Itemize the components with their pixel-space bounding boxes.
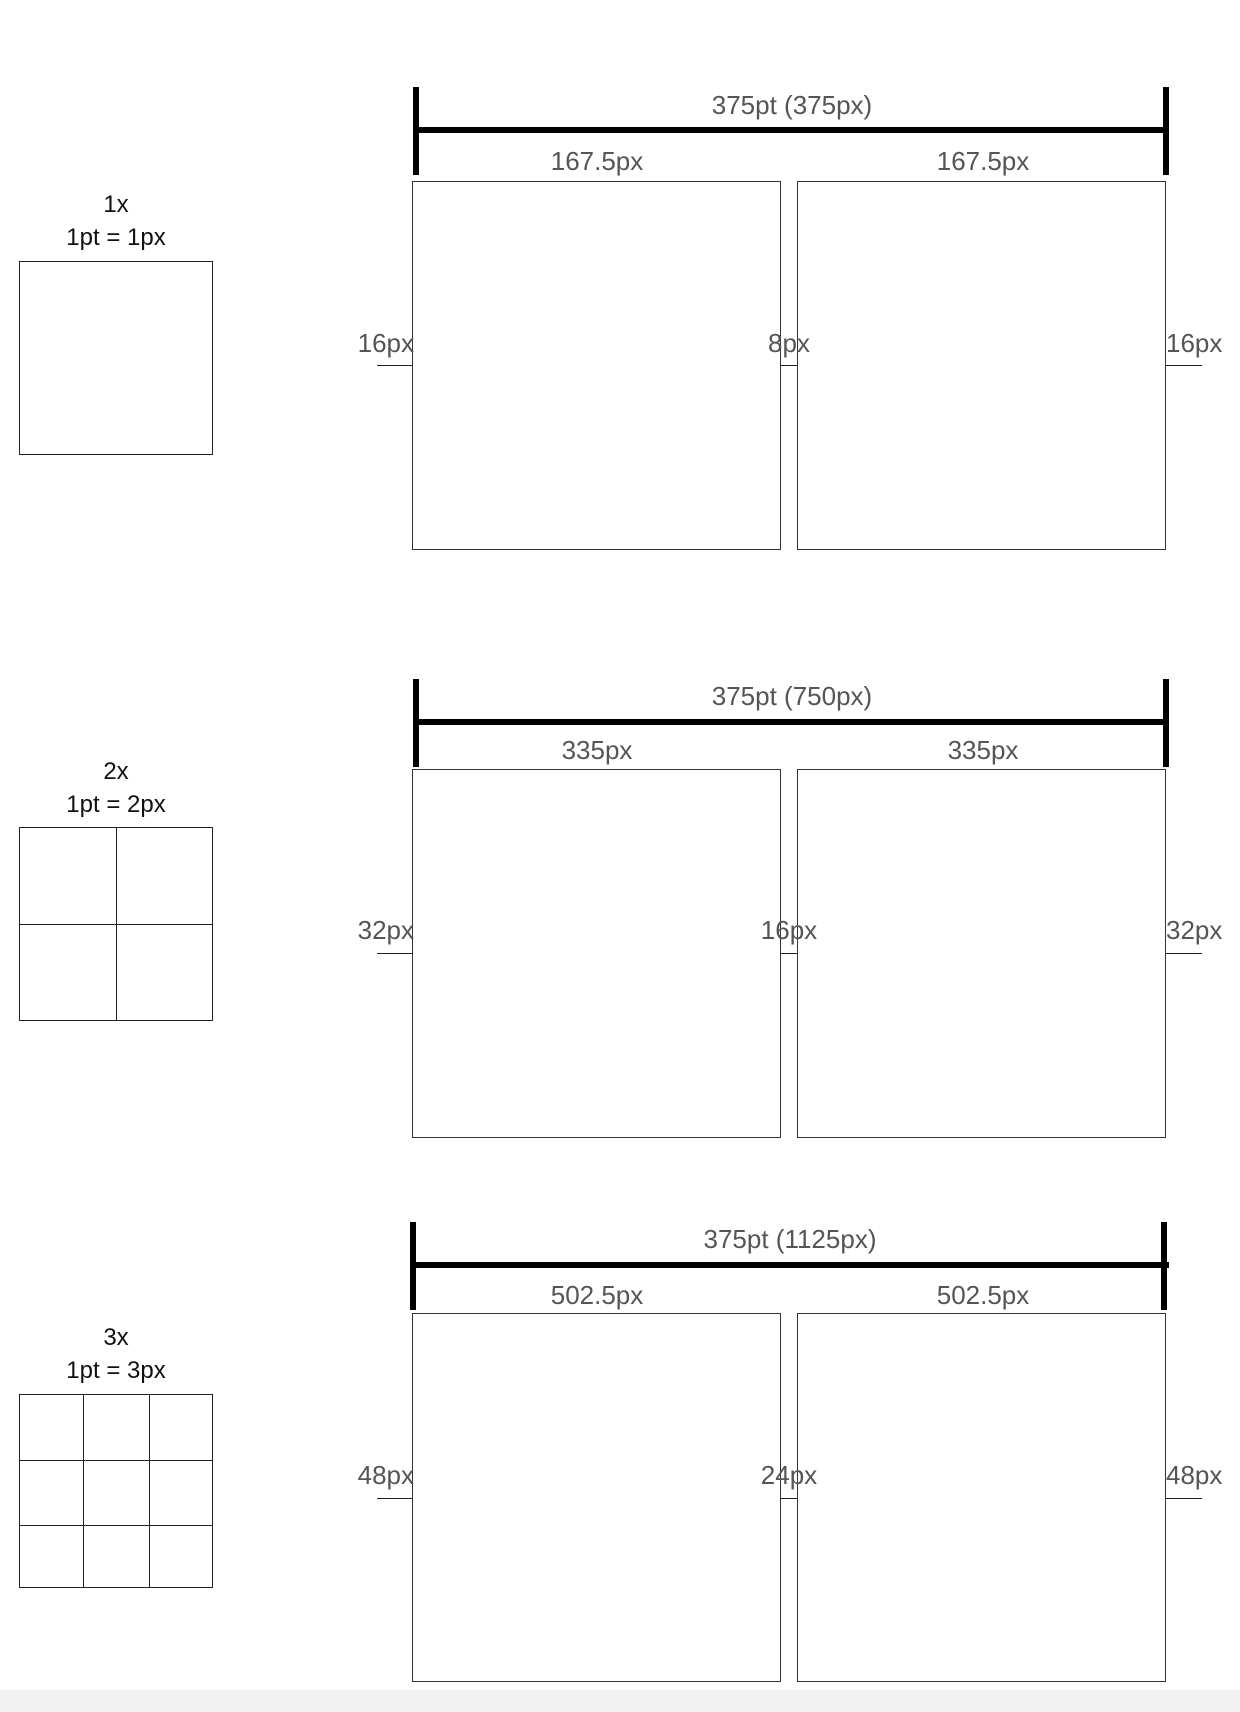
margin-left-tick	[377, 1498, 413, 1499]
panel-right	[797, 1313, 1166, 1682]
margin-left-label: 16px	[357, 328, 414, 358]
pixel-grid	[19, 261, 213, 455]
scale-name: 3x	[103, 1324, 129, 1351]
pixel-grid	[19, 827, 213, 1021]
margin-left-tick	[377, 953, 413, 954]
panel-left	[412, 769, 781, 1138]
panel-right-width-label: 167.5px	[936, 146, 1030, 176]
width-bar	[413, 127, 1169, 133]
scale-ratio: 1pt = 3px	[66, 1357, 166, 1384]
margin-left-label: 48px	[357, 1460, 414, 1490]
bottom-strip	[0, 1690, 1240, 1712]
margin-right-label: 48px	[1166, 1460, 1223, 1490]
panel-left	[412, 181, 781, 550]
gap-label: 16px	[760, 915, 818, 945]
grid-line	[20, 1460, 212, 1461]
panel-right-width-label: 335px	[947, 735, 1019, 765]
panel-left-width-label: 167.5px	[550, 146, 644, 176]
gap-label: 8px	[768, 328, 810, 358]
margin-right-tick	[1166, 365, 1202, 366]
pixel-grid	[19, 1394, 213, 1588]
width-bar-right-cap	[1163, 679, 1169, 767]
grid-line	[149, 1395, 150, 1587]
margin-left-label: 32px	[357, 915, 414, 945]
grid-line	[20, 924, 212, 925]
panel-right-width-label: 502.5px	[936, 1280, 1030, 1310]
scale-label	[16, 755, 216, 821]
gap-tick	[780, 1498, 798, 1499]
total-width-label: 375pt (750px)	[711, 681, 873, 711]
panel-left-width-label: 335px	[561, 735, 633, 765]
width-bar	[413, 719, 1169, 725]
margin-right-label: 16px	[1166, 328, 1223, 358]
width-bar	[410, 1262, 1169, 1268]
gap-tick	[780, 953, 798, 954]
panel-left-width-label: 502.5px	[550, 1280, 644, 1310]
margin-right-tick	[1166, 953, 1202, 954]
scale-ratio: 1pt = 2px	[66, 791, 166, 818]
panel-right	[797, 769, 1166, 1138]
panel-right	[797, 181, 1166, 550]
scale-ratio: 1pt = 1px	[66, 224, 166, 251]
panel-left	[412, 1313, 781, 1682]
scale-label	[16, 188, 216, 254]
margin-right-tick	[1166, 1498, 1202, 1499]
total-width-label: 375pt (1125px)	[703, 1224, 877, 1254]
grid-line	[83, 1395, 84, 1587]
margin-right-label: 32px	[1166, 915, 1223, 945]
width-bar-right-cap	[1163, 87, 1169, 175]
gap-label: 24px	[760, 1460, 818, 1490]
scale-label	[16, 1321, 216, 1387]
width-bar-right-cap	[1161, 1222, 1167, 1310]
scale-name: 1x	[103, 191, 129, 218]
total-width-label: 375pt (375px)	[711, 90, 873, 120]
grid-line	[20, 1525, 212, 1526]
margin-left-tick	[377, 365, 413, 366]
gap-tick	[780, 365, 798, 366]
scale-name: 2x	[103, 758, 129, 785]
